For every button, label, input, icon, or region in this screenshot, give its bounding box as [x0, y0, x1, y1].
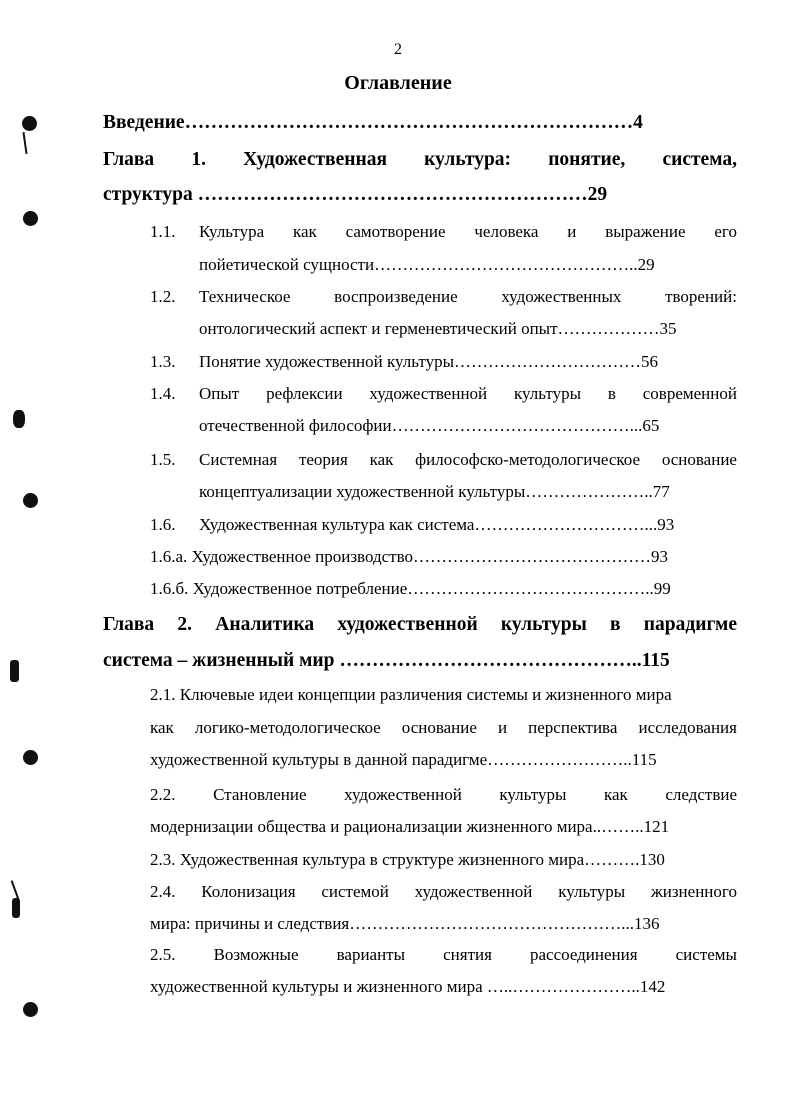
- toc-word: Техническое: [199, 287, 291, 306]
- toc-section-1-5-line-2: концептуализации художественной культуры…………………..77: [199, 482, 670, 501]
- scan-mark: [12, 898, 20, 918]
- toc-section-1-2-line-2: онтологический аспект и герменевтический опыт………………35: [199, 319, 677, 338]
- toc-word: Возможные: [213, 945, 299, 964]
- toc-section-1-3: Понятие художественной культуры……………………………56: [199, 352, 658, 371]
- toc-section-number: 1.3.: [150, 352, 176, 371]
- toc-chapter-2-line-2: система – жизненный мир ………………………………………..115: [103, 650, 670, 671]
- toc-word: 2.2.: [150, 785, 176, 804]
- scan-mark: [10, 660, 19, 682]
- toc-word: Становление: [213, 785, 307, 804]
- punch-hole-mark: [23, 211, 38, 226]
- toc-section-1-6-a: 1.6.а. Художественное производство……………………………………93: [150, 547, 668, 566]
- toc-word: Системная: [199, 450, 278, 469]
- toc-word: как: [292, 222, 317, 241]
- toc-word: художественной: [414, 882, 533, 901]
- toc-section-1-1-line-2: пойетической сущности………………………………………..29: [199, 255, 655, 274]
- toc-section-number: 1.2.: [150, 287, 176, 306]
- toc-word: как: [150, 718, 174, 737]
- toc-word: воспроизведение: [334, 287, 458, 306]
- toc-word: логико-методологическое: [194, 718, 381, 737]
- toc-section-2-5-line-2: художественной культуры и жизненного мира …..…………………..142: [150, 977, 666, 996]
- toc-word: 2.5.: [150, 945, 176, 964]
- punch-hole-mark: [22, 116, 37, 131]
- toc-section-1-6: Художественная культура как система…………………………...93: [199, 515, 675, 534]
- toc-section-1-4-line-1: [199, 382, 737, 408]
- toc-word: его: [714, 222, 737, 241]
- toc-word: Колонизация: [201, 882, 296, 901]
- toc-word: в: [607, 384, 616, 403]
- toc-word: парадигме: [643, 614, 737, 635]
- toc-word: художественной: [337, 614, 478, 635]
- toc-section-1-2-line-1: [199, 285, 737, 311]
- toc-word: самотворение: [345, 222, 446, 241]
- toc-word: культуры: [558, 882, 626, 901]
- toc-word: Глава: [103, 149, 155, 170]
- toc-word: Культура: [199, 222, 265, 241]
- toc-section-number: 1.6.: [150, 515, 176, 534]
- toc-word: основание: [661, 450, 737, 469]
- toc-word: культуры: [499, 785, 567, 804]
- toc-word: варианты: [336, 945, 406, 964]
- toc-word: художественной: [369, 384, 488, 403]
- toc-word: основание: [401, 718, 477, 737]
- toc-chapter-1-line-1: [103, 147, 737, 175]
- toc-word: как: [369, 450, 394, 469]
- toc-intro: Введение……………………………………………………………4: [103, 112, 643, 133]
- toc-word: Глава: [103, 614, 155, 635]
- toc-word: Аналитика: [215, 614, 315, 635]
- toc-section-2-1-line-1: 2.1. Ключевые идеи концепции различения системы и жизненного мира: [150, 685, 672, 704]
- toc-word: Опыт: [199, 384, 240, 403]
- toc-word: выражение: [605, 222, 686, 241]
- toc-word: рефлексии: [266, 384, 343, 403]
- toc-word: художественной: [344, 785, 462, 804]
- toc-word: и: [567, 222, 577, 241]
- punch-hole-mark: [23, 750, 38, 765]
- toc-section-2-1-line-3: художественной культуры в данной парадигме……………………..115: [150, 750, 657, 769]
- toc-word: как: [603, 785, 628, 804]
- toc-section-2-5-line-1: [150, 943, 737, 969]
- toc-word: следствие: [665, 785, 737, 804]
- toc-section-2-3: 2.3. Художественная культура в структуре жизненного мира……….130: [150, 850, 665, 869]
- toc-word: исследования: [638, 718, 737, 737]
- toc-word: перспектива: [528, 718, 618, 737]
- toc-word: Художественная: [243, 149, 388, 170]
- toc-section-1-1-line-1: [199, 220, 737, 246]
- toc-word: философско-методологическое: [415, 450, 641, 469]
- scan-mark: [22, 132, 27, 154]
- toc-word: и: [497, 718, 508, 737]
- toc-word: система,: [662, 149, 737, 170]
- toc-chapter-1-line-2: структура ……………………………………………………29: [103, 184, 608, 205]
- toc-section-2-4-line-2: мира: причины и следствия…………………………………………...136: [150, 914, 660, 933]
- toc-section-number: 1.4.: [150, 384, 176, 403]
- toc-word: культуры: [514, 384, 582, 403]
- toc-word: теория: [298, 450, 348, 469]
- toc-word: человека: [474, 222, 539, 241]
- toc-word: рассоединения: [529, 945, 638, 964]
- punch-hole-mark: [23, 493, 38, 508]
- toc-word: художественных: [501, 287, 622, 306]
- toc-word: 2.4.: [150, 882, 176, 901]
- toc-section-2-4-line-1: [150, 880, 737, 906]
- toc-word: системой: [321, 882, 389, 901]
- toc-section-2-1-line-2: [150, 716, 737, 742]
- toc-word: понятие,: [548, 149, 626, 170]
- toc-section-2-2-line-2: модернизации общества и рационализации жизненного мира..……..121: [150, 817, 670, 836]
- toc-section-number: 1.5.: [150, 450, 176, 469]
- toc-word: снятия: [443, 945, 492, 964]
- toc-word: жизненного: [651, 882, 737, 901]
- toc-word: культуры: [500, 614, 587, 635]
- toc-word: современной: [642, 384, 737, 403]
- page-number: 2: [394, 41, 402, 58]
- toc-word: 1.: [191, 149, 206, 170]
- toc-word: системы: [675, 945, 737, 964]
- toc-word: в: [610, 614, 621, 635]
- punch-hole-mark: [13, 410, 25, 428]
- toc-word: культура:: [424, 149, 512, 170]
- toc-section-number: 1.1.: [150, 222, 176, 241]
- toc-word: 2.: [177, 614, 193, 635]
- toc-section-1-4-line-2: отечественной философии……………………………………...65: [199, 416, 660, 435]
- page-title: Оглавление: [344, 72, 452, 94]
- scan-mark: [11, 880, 20, 899]
- toc-section-1-5-line-1: [199, 448, 737, 474]
- toc-chapter-2-line-1: [103, 612, 737, 640]
- toc-section-2-2-line-1: [150, 783, 737, 809]
- punch-hole-mark: [23, 1002, 38, 1017]
- toc-word: творений:: [665, 287, 737, 306]
- toc-section-1-6-b: 1.6.б. Художественное потребление……………………………………..99: [150, 579, 671, 598]
